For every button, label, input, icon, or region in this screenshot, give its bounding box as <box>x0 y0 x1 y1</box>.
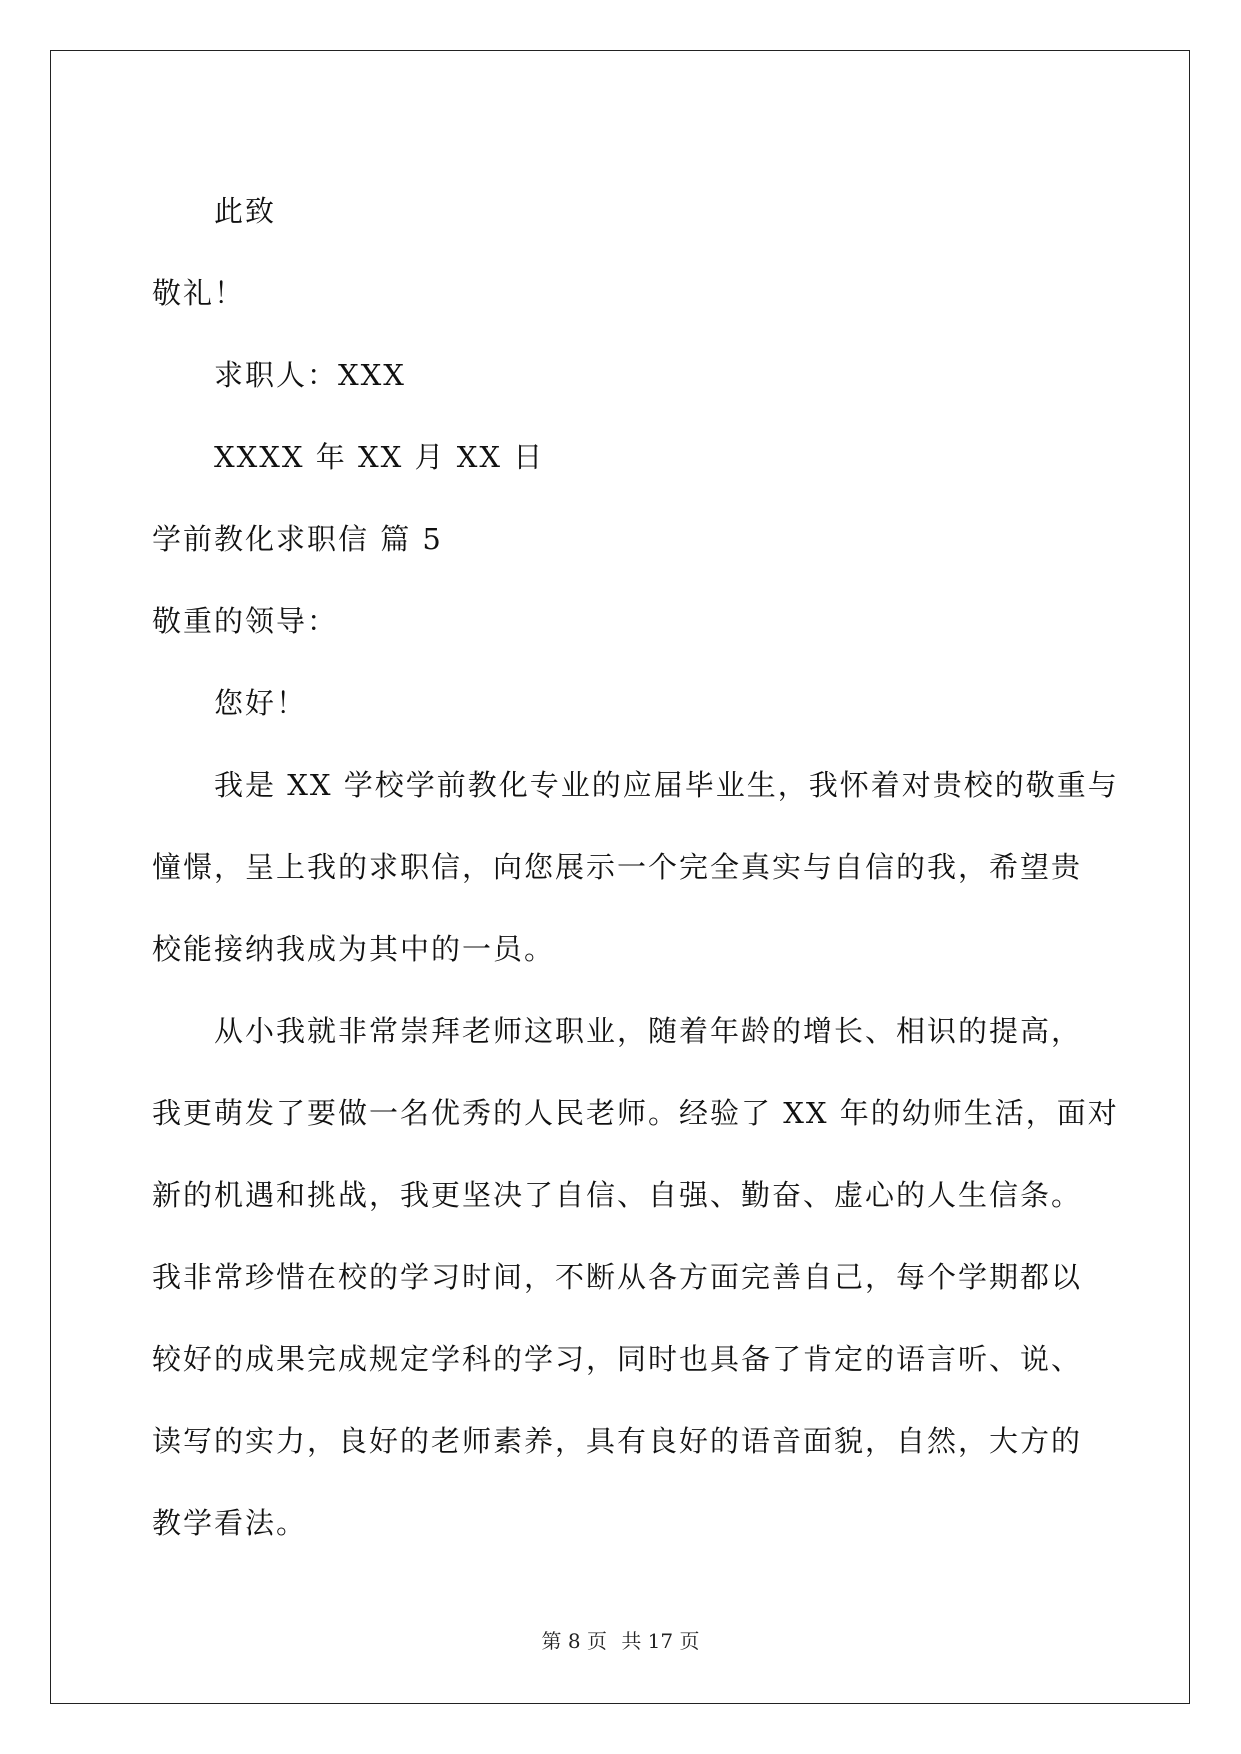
paragraph-line: 我是 XX 学校学前教化专业的应届毕业生，我怀着对贵校的敬重与 <box>214 768 1119 802</box>
paragraph-line: 从小我就非常崇拜老师这职业，随着年龄的增长、相识的提高， <box>214 1014 1083 1048</box>
page-number: 第 8 页 <box>541 1629 607 1653</box>
letter-closing: 此致 <box>214 194 277 228</box>
letter-signer: 求职人：XXX <box>214 358 406 392</box>
section-hello: 您好！ <box>214 686 308 720</box>
paragraph-line: 新的机遇和挑战，我更坚决了自信、自强、勤奋、虚心的人生信条。 <box>152 1178 1083 1212</box>
document-body <box>152 170 1119 1564</box>
paragraph-line: 教学看法。 <box>152 1506 308 1540</box>
paragraph-line: 较好的成果完成规定学科的学习，同时也具备了肯定的语言听、说、 <box>152 1342 1083 1376</box>
page-total: 共 17 页 <box>621 1629 700 1653</box>
section-heading: 学前教化求职信 篇 5 <box>152 522 443 556</box>
paragraph-line: 憧憬，呈上我的求职信，向您展示一个完全真实与自信的我，希望贵 <box>152 850 1083 884</box>
paragraph-intro <box>152 744 1119 990</box>
letter-salute: 敬礼！ <box>152 276 246 310</box>
letter-date: XXXX 年 XX 月 XX 日 <box>214 440 545 474</box>
page-footer <box>0 1625 1241 1654</box>
section-greeting: 敬重的领导： <box>152 604 339 638</box>
paragraph-line: 校能接纳我成为其中的一员。 <box>152 932 556 966</box>
paragraph-line: 我更萌发了要做一名优秀的人民老师。经验了 XX 年的幼师生活，面对 <box>152 1096 1119 1130</box>
paragraph-line: 读写的实力，良好的老师素养，具有良好的语音面貌，自然，大方的 <box>152 1424 1083 1458</box>
paragraph-line: 我非常珍惜在校的学习时间，不断从各方面完善自己，每个学期都以 <box>152 1260 1083 1294</box>
paragraph-experience <box>152 990 1119 1564</box>
